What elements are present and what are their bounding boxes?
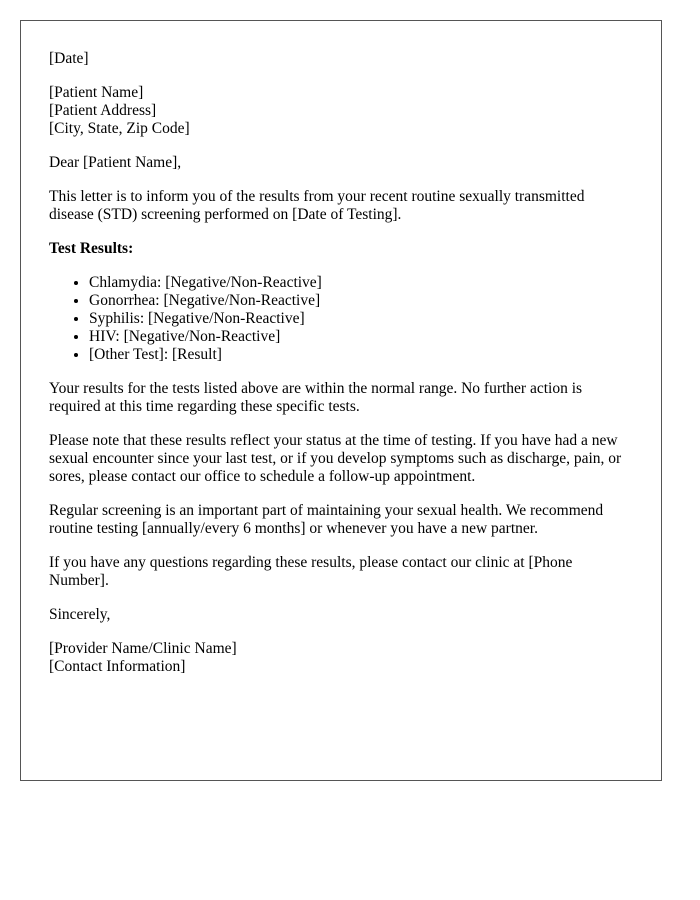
intro-paragraph: This letter is to inform you of the results from your recent routine sexually transmitted disease (STD) screening performed on [Date of Testing]. — [49, 188, 585, 223]
test-results-list — [49, 274, 633, 364]
closing: Sincerely, — [49, 606, 111, 623]
provider-name: [Provider Name/Clinic Name] — [49, 640, 237, 657]
contact-information: [Contact Information] — [49, 658, 186, 675]
result-item-gonorrhea: • Gonorrhea: [Negative/Non-Reactive] — [89, 292, 633, 310]
normal-range-paragraph: Your results for the tests listed above are within the normal range. No further action is required at this time regarding these specific tests. — [49, 380, 583, 415]
screening-recommendation-paragraph: Regular screening is an important part of maintaining your sexual health. We recommend routine testing [annually/every 6 months] or whenever you have a new partner. — [49, 502, 604, 537]
result-item-chlamydia: • Chlamydia: [Negative/Non-Reactive] — [89, 274, 633, 292]
result-item-hiv: • HIV: [Negative/Non-Reactive] — [89, 328, 633, 346]
letter-page — [20, 20, 662, 781]
result-item-other-test: • [Other Test]: [Result] — [89, 346, 633, 364]
recipient-address: [Patient Address] — [49, 102, 157, 119]
recipient-address-block — [49, 84, 633, 138]
salutation: Dear [Patient Name], — [49, 154, 182, 171]
recipient-name: [Patient Name] — [49, 84, 144, 101]
test-results-heading: Test Results: — [49, 240, 134, 257]
follow-up-paragraph: Please note that these results reflect your status at the time of testing. If you have had a new sexual encounter since your last test, or if you develop symptoms such as discharge, pain, or sores, please contact our office to schedule a follow-up appointment. — [49, 432, 622, 485]
signature-block — [49, 640, 633, 676]
letter-date: [Date] — [49, 50, 89, 67]
result-item-syphilis: • Syphilis: [Negative/Non-Reactive] — [89, 310, 633, 328]
recipient-city-state-zip: [City, State, Zip Code] — [49, 120, 190, 137]
contact-paragraph: If you have any questions regarding these results, please contact our clinic at [Phone Number]. — [49, 554, 573, 589]
